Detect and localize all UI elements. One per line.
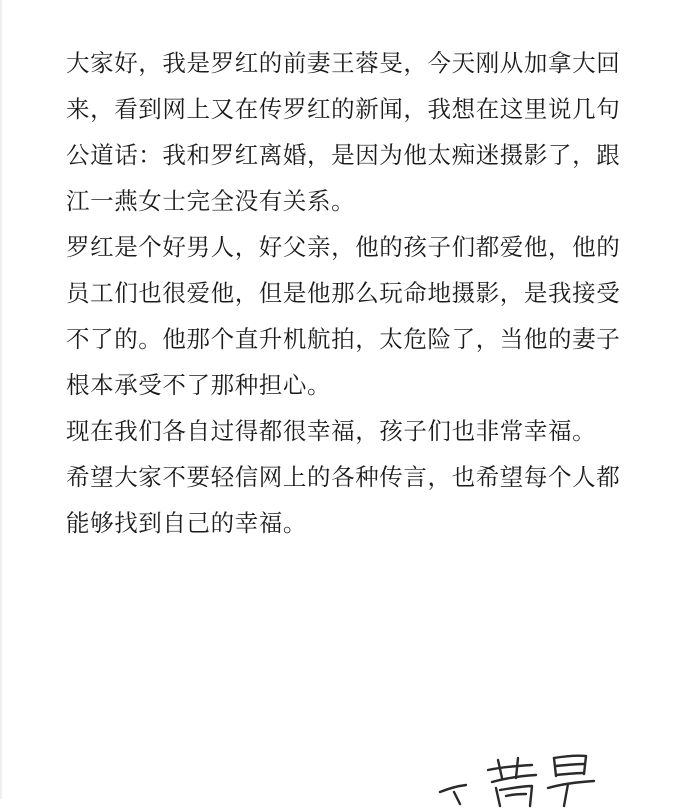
text-line: 来，看到网上又在传罗红的新闻，我想在这里说几句: [66, 95, 621, 123]
paragraph-2: [66, 224, 646, 408]
text-line: 现在我们各自过得都很幸福，孩子们也非常幸福。: [66, 417, 597, 445]
text-line: 希望大家不要轻信网上的各种传言，也希望每个人都: [66, 463, 621, 491]
paragraph-4: [66, 454, 646, 546]
paragraph-3: [66, 408, 646, 454]
letter-body: [66, 40, 646, 546]
paragraph-1: [66, 40, 646, 224]
text-line: 江一燕女士完全没有关系。: [66, 187, 356, 215]
text-line: 大家好，我是罗红的前妻王蓉旻，今天刚从加拿大回: [66, 49, 621, 77]
text-line: 公道话：我和罗红离婚，是因为他太痴迷摄影了，跟: [66, 141, 621, 169]
text-line: 能够找到自己的幸福。: [66, 509, 307, 537]
text-line: 根本承受不了那种担心。: [66, 371, 332, 399]
text-line: 不了的。他那个直升机航拍，太危险了，当他的妻子: [66, 325, 621, 353]
handwritten-signature: [436, 748, 596, 808]
page-edge: [0, 0, 3, 799]
text-line: 罗红是个好男人，好父亲，他的孩子们都爱他，他的: [66, 233, 621, 261]
text-line: 员工们也很爱他，但是他那么玩命地摄影，是我接受: [66, 279, 621, 307]
